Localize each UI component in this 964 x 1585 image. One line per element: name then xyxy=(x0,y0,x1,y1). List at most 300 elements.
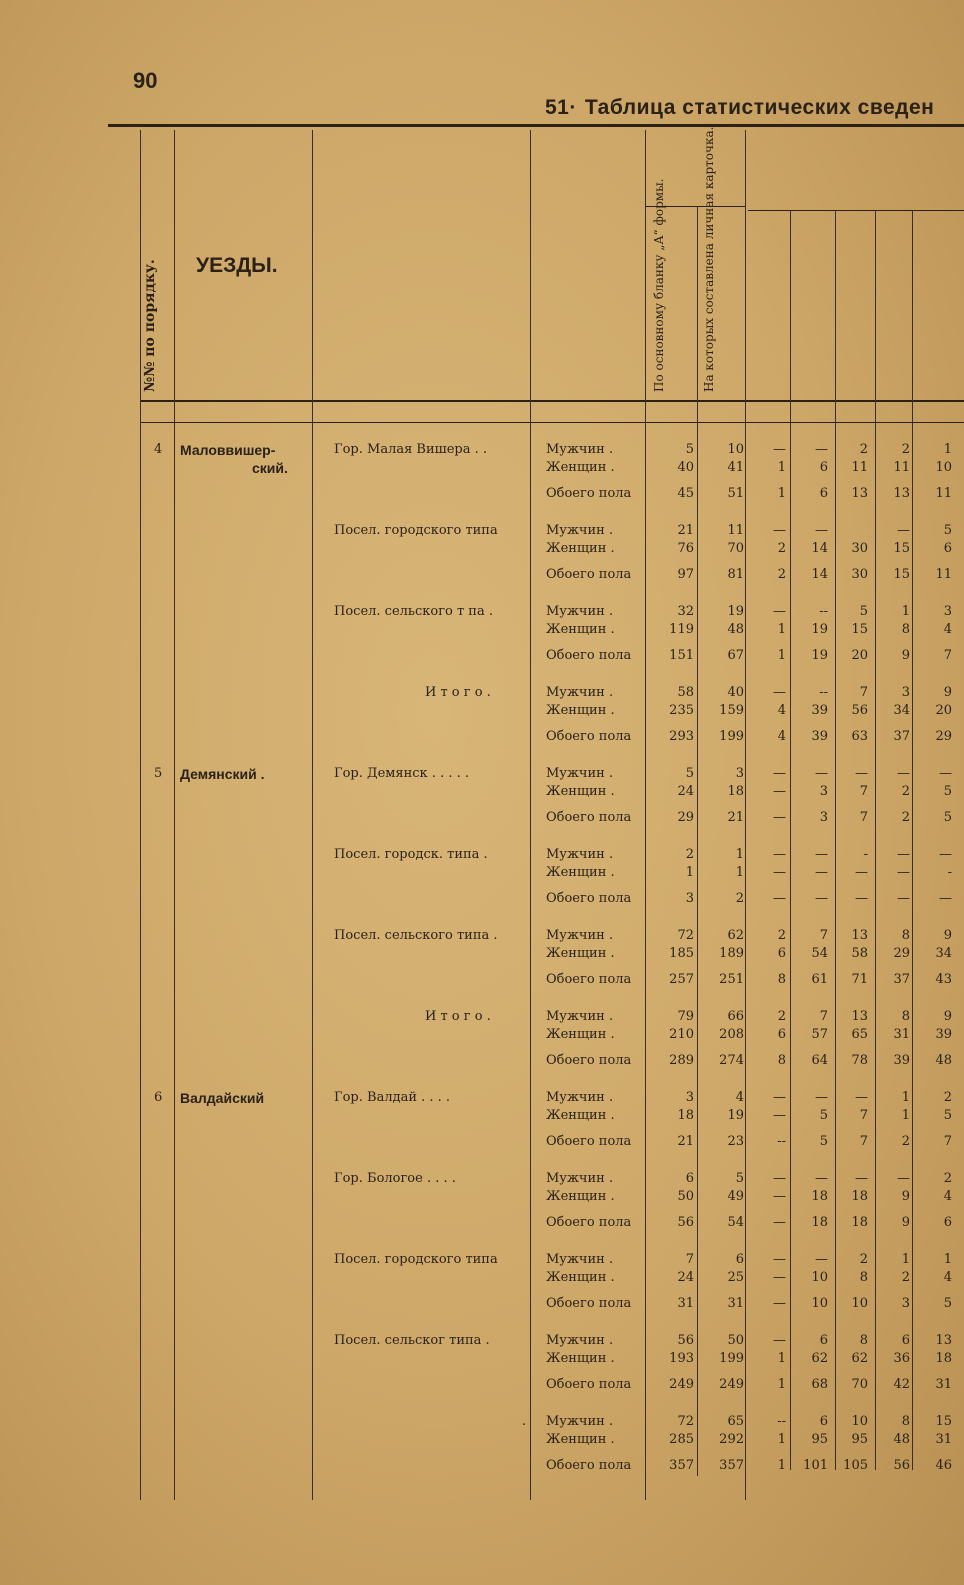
value-cell: 6 xyxy=(819,460,828,475)
table-title-text: Таблица статистических сведен xyxy=(584,96,935,119)
value-cell: 39 xyxy=(935,1027,952,1042)
value-cell: 1 xyxy=(901,1090,910,1105)
value-cell: 20 xyxy=(935,703,952,718)
value-cell: 70 xyxy=(851,1377,868,1392)
value-cell: 357 xyxy=(669,1458,694,1473)
value-cell: 20 xyxy=(851,648,868,663)
value-cell: 2 xyxy=(901,1134,910,1149)
value-cell: 30 xyxy=(851,541,868,556)
value-cell: 11 xyxy=(935,567,952,582)
value-cell: — xyxy=(939,847,952,862)
sex-label: Женщин . xyxy=(546,784,615,799)
value-cell: — xyxy=(773,865,786,880)
value-cell: 21 xyxy=(677,523,694,538)
value-cell: 1 xyxy=(777,1458,786,1473)
value-cell: — xyxy=(897,1171,910,1186)
sex-label: Женщин . xyxy=(546,622,615,637)
value-cell: 3 xyxy=(943,604,952,619)
row-number: 5 xyxy=(154,766,163,781)
value-cell: 1 xyxy=(685,865,694,880)
value-cell: 8 xyxy=(777,1053,786,1068)
value-cell: 7 xyxy=(859,685,868,700)
sex-label: Женщин . xyxy=(546,1027,615,1042)
sex-label: Мужчин . xyxy=(546,442,614,457)
value-cell: 39 xyxy=(893,1053,910,1068)
value-cell: 61 xyxy=(811,972,828,987)
value-cell: 7 xyxy=(819,1009,828,1024)
column-line xyxy=(312,130,313,1500)
value-cell: 41 xyxy=(727,460,744,475)
value-cell: 2 xyxy=(777,567,786,582)
value-cell: 10 xyxy=(851,1414,868,1429)
value-cell: — xyxy=(815,891,828,906)
value-cell: 199 xyxy=(719,729,744,744)
value-cell: 56 xyxy=(851,703,868,718)
value-cell: — xyxy=(773,523,786,538)
value-cell: 31 xyxy=(935,1432,952,1447)
sex-label: Мужчин . xyxy=(546,604,614,619)
value-cell: 199 xyxy=(719,1351,744,1366)
value-cell: — xyxy=(773,1189,786,1204)
value-cell: — xyxy=(773,1108,786,1123)
value-cell: 4 xyxy=(943,622,952,637)
sex-label: Женщин . xyxy=(546,541,615,556)
value-cell: 5 xyxy=(943,810,952,825)
value-cell: — xyxy=(773,1270,786,1285)
value-cell: 9 xyxy=(943,685,952,700)
value-cell: 1 xyxy=(901,1252,910,1267)
row-number: 6 xyxy=(154,1090,163,1105)
settlement-type: Посел. городского типа xyxy=(334,523,498,538)
value-cell: 62 xyxy=(811,1351,828,1366)
value-cell: 37 xyxy=(893,729,910,744)
value-cell: 3 xyxy=(735,766,744,781)
value-cell: 95 xyxy=(811,1432,828,1447)
sex-label: Обоего пола xyxy=(546,1377,632,1392)
col-uezdy-header: УЕЗДЫ. xyxy=(196,254,278,277)
sex-label: Мужчин . xyxy=(546,523,614,538)
value-cell: 6 xyxy=(685,1171,694,1186)
settlement-type: И т о г о . xyxy=(425,1009,491,1024)
value-cell: 36 xyxy=(893,1351,910,1366)
value-cell: 25 xyxy=(727,1270,744,1285)
colnum-bottom-rule xyxy=(140,422,964,423)
column-line xyxy=(697,206,698,1476)
value-cell: 2 xyxy=(685,847,694,862)
value-cell: 210 xyxy=(669,1027,694,1042)
value-cell: 18 xyxy=(851,1215,868,1230)
value-cell: -- xyxy=(819,604,828,619)
value-cell: 1 xyxy=(777,460,786,475)
value-cell: 32 xyxy=(677,604,694,619)
value-cell: 34 xyxy=(893,703,910,718)
column-line xyxy=(530,130,531,1500)
settlement-type: Гор. Бологое . . . . xyxy=(334,1171,456,1186)
value-cell: — xyxy=(815,865,828,880)
value-cell: 6 xyxy=(943,541,952,556)
page-number: 90 xyxy=(133,68,158,93)
value-cell: 15 xyxy=(935,1414,952,1429)
value-cell: 24 xyxy=(677,784,694,799)
value-cell: 11 xyxy=(935,486,952,501)
sex-label: Женщин . xyxy=(546,946,615,961)
value-cell: 1 xyxy=(943,442,952,457)
sex-label: Мужчин . xyxy=(546,1414,614,1429)
sex-label: Мужчин . xyxy=(546,1333,614,1348)
value-cell: 7 xyxy=(685,1252,694,1267)
value-cell: 13 xyxy=(893,486,910,501)
value-cell: 62 xyxy=(727,928,744,943)
value-cell: — xyxy=(855,1171,868,1186)
value-cell: 23 xyxy=(727,1134,744,1149)
value-cell: 40 xyxy=(727,685,744,700)
value-cell: 13 xyxy=(851,928,868,943)
value-cell: 5 xyxy=(735,1171,744,1186)
value-cell: — xyxy=(815,1090,828,1105)
value-cell: 68 xyxy=(811,1377,828,1392)
value-cell: 34 xyxy=(935,946,952,961)
value-cell: — xyxy=(773,810,786,825)
value-cell: 1 xyxy=(777,486,786,501)
value-cell: 151 xyxy=(669,648,694,663)
value-cell: — xyxy=(815,847,828,862)
value-cell: 79 xyxy=(677,1009,694,1024)
sex-label: Обоего пола xyxy=(546,486,632,501)
value-cell: 40 xyxy=(677,460,694,475)
value-cell: — xyxy=(855,1090,868,1105)
value-cell: 19 xyxy=(727,604,744,619)
value-cell: 9 xyxy=(943,928,952,943)
table-title xyxy=(545,96,934,120)
sex-label: Женщин . xyxy=(546,460,615,475)
value-cell: -- xyxy=(777,1414,786,1429)
value-cell: 2 xyxy=(777,541,786,556)
value-cell: 21 xyxy=(677,1134,694,1149)
value-cell: 11 xyxy=(727,523,744,538)
value-cell: 2 xyxy=(735,891,744,906)
value-cell: 11 xyxy=(893,460,910,475)
value-cell: 7 xyxy=(859,1134,868,1149)
value-cell: 8 xyxy=(901,1009,910,1024)
value-cell: - xyxy=(947,865,952,880)
value-cell: 64 xyxy=(811,1053,828,1068)
value-cell: 1 xyxy=(735,865,744,880)
col-count-b-header: На которых составлена личная карточка. xyxy=(702,126,716,392)
value-cell: 65 xyxy=(727,1414,744,1429)
district-name: Демянский . xyxy=(180,766,265,782)
value-cell: 9 xyxy=(901,1215,910,1230)
value-cell: 13 xyxy=(851,486,868,501)
value-cell: 4 xyxy=(943,1189,952,1204)
value-cell: 249 xyxy=(669,1377,694,1392)
sex-label: Обоего пола xyxy=(546,1296,632,1311)
value-cell: 5 xyxy=(859,604,868,619)
value-cell: 3 xyxy=(819,784,828,799)
value-cell: — xyxy=(897,847,910,862)
settlement-type: Гор. Демянск . . . . . xyxy=(334,766,469,781)
value-cell: 5 xyxy=(943,1296,952,1311)
value-cell: — xyxy=(773,891,786,906)
value-cell: 289 xyxy=(669,1053,694,1068)
sex-label: Обоего пола xyxy=(546,1215,632,1230)
value-cell: 208 xyxy=(719,1027,744,1042)
value-cell: 29 xyxy=(893,946,910,961)
settlement-type: Посел. сельског типа . xyxy=(334,1333,490,1348)
age-subrule xyxy=(748,210,964,211)
value-cell: 18 xyxy=(677,1108,694,1123)
value-cell: — xyxy=(773,847,786,862)
sex-label: Обоего пола xyxy=(546,729,632,744)
value-cell: 50 xyxy=(727,1333,744,1348)
value-cell: 1 xyxy=(777,1377,786,1392)
value-cell: 11 xyxy=(851,460,868,475)
value-cell: — xyxy=(855,766,868,781)
value-cell: 235 xyxy=(669,703,694,718)
value-cell: 293 xyxy=(669,729,694,744)
settlement-type: Посел. городск. типа . xyxy=(334,847,488,862)
sex-label: Женщин . xyxy=(546,1432,615,1447)
value-cell: 105 xyxy=(843,1458,868,1473)
value-cell: 3 xyxy=(901,1296,910,1311)
value-cell: 46 xyxy=(935,1458,952,1473)
value-cell: 274 xyxy=(719,1053,744,1068)
value-cell: -- xyxy=(819,685,828,700)
sex-label: Мужчин . xyxy=(546,1090,614,1105)
value-cell: — xyxy=(815,1171,828,1186)
value-cell: 31 xyxy=(727,1296,744,1311)
value-cell: 185 xyxy=(669,946,694,961)
value-cell: 5 xyxy=(943,784,952,799)
sex-label: Мужчин . xyxy=(546,1009,614,1024)
value-cell: -- xyxy=(777,1134,786,1149)
sex-label: Обоего пола xyxy=(546,810,632,825)
value-cell: 10 xyxy=(811,1296,828,1311)
value-cell: 18 xyxy=(811,1189,828,1204)
value-cell: 1 xyxy=(735,847,744,862)
value-cell: — xyxy=(773,685,786,700)
settlement-type: Посел. сельского т па . xyxy=(334,604,493,619)
settlement-type: И т о г о . xyxy=(425,685,491,700)
value-cell: 3 xyxy=(901,685,910,700)
value-cell: 8 xyxy=(901,1414,910,1429)
value-cell: 10 xyxy=(935,460,952,475)
value-cell: 19 xyxy=(811,648,828,663)
value-cell: 54 xyxy=(811,946,828,961)
sex-label: Обоего пола xyxy=(546,1134,632,1149)
value-cell: 56 xyxy=(677,1215,694,1230)
value-cell: 29 xyxy=(677,810,694,825)
value-cell: — xyxy=(897,523,910,538)
value-cell: 18 xyxy=(727,784,744,799)
value-cell: 7 xyxy=(819,928,828,943)
value-cell: 14 xyxy=(811,567,828,582)
value-cell: 1 xyxy=(777,648,786,663)
value-cell: 72 xyxy=(677,928,694,943)
value-cell: 251 xyxy=(719,972,744,987)
value-cell: 2 xyxy=(901,442,910,457)
value-cell: 57 xyxy=(811,1027,828,1042)
value-cell: 6 xyxy=(819,486,828,501)
value-cell: 3 xyxy=(819,810,828,825)
value-cell: 65 xyxy=(851,1027,868,1042)
value-cell: 357 xyxy=(719,1458,744,1473)
value-cell: 4 xyxy=(777,703,786,718)
value-cell: 8 xyxy=(901,928,910,943)
value-cell: 7 xyxy=(859,1108,868,1123)
sex-label: Женщин . xyxy=(546,1270,615,1285)
value-cell: — xyxy=(773,1171,786,1186)
value-cell: 292 xyxy=(719,1432,744,1447)
value-cell: 5 xyxy=(685,766,694,781)
value-cell: 31 xyxy=(677,1296,694,1311)
value-cell: 1 xyxy=(901,604,910,619)
value-cell: 42 xyxy=(893,1377,910,1392)
col-count-a-header: По основному бланку „А“ формы. xyxy=(652,178,666,392)
value-cell: 6 xyxy=(901,1333,910,1348)
value-cell: 6 xyxy=(819,1333,828,1348)
value-cell: — xyxy=(897,766,910,781)
value-cell: 9 xyxy=(901,1189,910,1204)
value-cell: 45 xyxy=(677,486,694,501)
value-cell: 5 xyxy=(685,442,694,457)
sex-label: Обоего пола xyxy=(546,567,632,582)
value-cell: 2 xyxy=(901,784,910,799)
value-cell: 9 xyxy=(943,1009,952,1024)
value-cell: 159 xyxy=(719,703,744,718)
value-cell: 1 xyxy=(777,622,786,637)
row-number: 4 xyxy=(154,442,163,457)
column-line xyxy=(140,130,141,1500)
value-cell: 1 xyxy=(901,1108,910,1123)
value-cell: 9 xyxy=(901,648,910,663)
value-cell: 66 xyxy=(727,1009,744,1024)
value-cell: 48 xyxy=(935,1053,952,1068)
sex-label: Мужчин . xyxy=(546,847,614,862)
value-cell: 119 xyxy=(669,622,694,637)
value-cell: 6 xyxy=(735,1252,744,1267)
value-cell: 6 xyxy=(777,1027,786,1042)
value-cell: — xyxy=(773,1215,786,1230)
value-cell: 39 xyxy=(811,703,828,718)
value-cell: 6 xyxy=(819,1414,828,1429)
value-cell: 1 xyxy=(777,1351,786,1366)
value-cell: 193 xyxy=(669,1351,694,1366)
value-cell: — xyxy=(855,865,868,880)
value-cell: 10 xyxy=(811,1270,828,1285)
column-line xyxy=(174,130,175,1500)
column-line xyxy=(645,130,646,1500)
value-cell: 2 xyxy=(901,1270,910,1285)
settlement-type: Посел. городского типа xyxy=(334,1252,498,1267)
sex-label: Женщин . xyxy=(546,1351,615,1366)
value-cell: 5 xyxy=(819,1134,828,1149)
value-cell: 56 xyxy=(893,1458,910,1473)
value-cell: — xyxy=(773,766,786,781)
district-name: Валдайский xyxy=(180,1090,265,1106)
sex-label: Женщин . xyxy=(546,703,615,718)
value-cell: 71 xyxy=(851,972,868,987)
value-cell: 48 xyxy=(893,1432,910,1447)
settlement-type: Гор. Малая Вишера . . xyxy=(334,442,488,457)
value-cell: 8 xyxy=(859,1333,868,1348)
settlement-type: Посел. сельского типа . xyxy=(334,928,498,943)
value-cell: — xyxy=(773,442,786,457)
value-cell: 78 xyxy=(851,1053,868,1068)
value-cell: — xyxy=(815,1252,828,1267)
value-cell: 1 xyxy=(943,1252,952,1267)
value-cell: 30 xyxy=(851,567,868,582)
value-cell: 6 xyxy=(943,1215,952,1230)
value-cell: 54 xyxy=(727,1215,744,1230)
value-cell: 49 xyxy=(727,1189,744,1204)
value-cell: 31 xyxy=(893,1027,910,1042)
value-cell: 62 xyxy=(851,1351,868,1366)
value-cell: 13 xyxy=(851,1009,868,1024)
value-cell: — xyxy=(773,1090,786,1105)
value-cell: 2 xyxy=(859,1252,868,1267)
value-cell: 97 xyxy=(677,567,694,582)
table-number: 51· xyxy=(545,96,577,119)
value-cell: 63 xyxy=(851,729,868,744)
value-cell: 48 xyxy=(727,622,744,637)
value-cell: 189 xyxy=(719,946,744,961)
col-order-header: №№ по порядку. xyxy=(142,259,158,392)
value-cell: 58 xyxy=(677,685,694,700)
value-cell: 3 xyxy=(685,891,694,906)
value-cell: 21 xyxy=(727,810,744,825)
value-cell: 7 xyxy=(943,1134,952,1149)
value-cell: 39 xyxy=(811,729,828,744)
header-bottom-rule xyxy=(140,400,964,402)
value-cell: 5 xyxy=(819,1108,828,1123)
value-cell: — xyxy=(773,1333,786,1348)
value-cell: 14 xyxy=(811,541,828,556)
value-cell: — xyxy=(939,766,952,781)
sex-label: Мужчин . xyxy=(546,1171,614,1186)
value-cell: 3 xyxy=(685,1090,694,1105)
value-cell: 10 xyxy=(727,442,744,457)
value-cell: 7 xyxy=(859,784,868,799)
value-cell: 257 xyxy=(669,972,694,987)
value-cell: 4 xyxy=(735,1090,744,1105)
sex-label: Обоего пола xyxy=(546,648,632,663)
value-cell: 70 xyxy=(727,541,744,556)
value-cell: — xyxy=(815,766,828,781)
value-cell: 2 xyxy=(943,1171,952,1186)
value-cell: 7 xyxy=(859,810,868,825)
value-cell: 18 xyxy=(851,1189,868,1204)
settlement-type: . xyxy=(522,1414,527,1429)
settlement-type: Гор. Валдай . . . . xyxy=(334,1090,451,1105)
value-cell: 2 xyxy=(777,1009,786,1024)
value-cell: 31 xyxy=(935,1377,952,1392)
value-cell: — xyxy=(897,865,910,880)
sex-label: Мужчин . xyxy=(546,1252,614,1267)
value-cell: 10 xyxy=(851,1296,868,1311)
value-cell: 95 xyxy=(851,1432,868,1447)
value-cell: 15 xyxy=(851,622,868,637)
value-cell: — xyxy=(855,891,868,906)
value-cell: 76 xyxy=(677,541,694,556)
sex-label: Обоего пола xyxy=(546,972,632,987)
sex-label: Женщин . xyxy=(546,865,615,880)
value-cell: 24 xyxy=(677,1270,694,1285)
sex-label: Мужчин . xyxy=(546,685,614,700)
value-cell: — xyxy=(815,442,828,457)
value-cell: 5 xyxy=(943,523,952,538)
value-cell: — xyxy=(897,891,910,906)
value-cell: 6 xyxy=(777,946,786,961)
